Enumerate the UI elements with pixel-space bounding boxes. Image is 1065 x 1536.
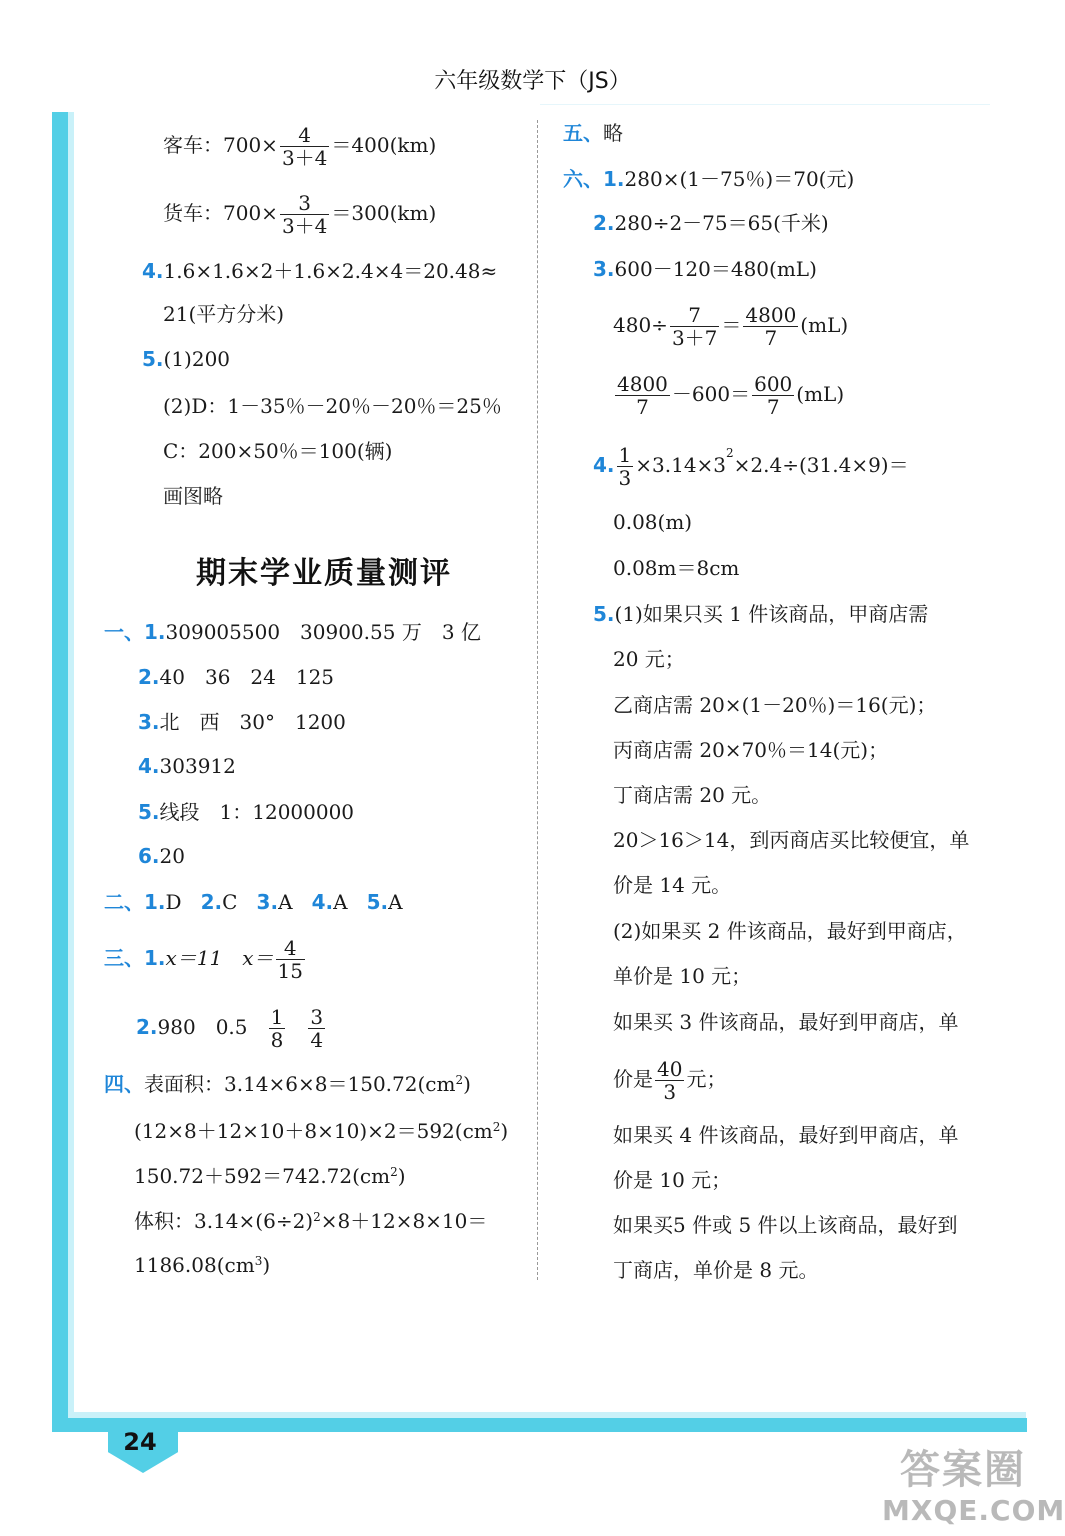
part1-q2: 2.40 36 24 125 [138, 665, 335, 689]
part6-q5-l14: 如果买5 件或 5 件以上该商品，最好到 [613, 1213, 958, 1237]
part6-q3-line2: 480÷ $\frac{7}{3+7}$ ＝ $\frac{4800}{7}$ (mL) [613, 303, 849, 350]
part6-q5-l12: 如果买 4 件该商品，最好到甲商店，单 [613, 1123, 959, 1147]
answer-5: 5.(1)200 [142, 347, 231, 371]
part6-q5-l11: 价是 $\frac{40}{3}$ 元； [613, 1057, 727, 1104]
answer-huoche: 货车：700× $\frac{3}{3+4}$ ＝300(km) [163, 191, 437, 238]
part1-q6: 6.20 [138, 844, 185, 868]
part6-q5-l10: 如果买 3 件该商品，最好到甲商店，单 [613, 1010, 959, 1034]
watermark-line2: MXQE.COM [882, 1494, 1065, 1527]
part2-answers: 二、1.D 2.C 3.A 4.A 5.A [104, 890, 403, 914]
part3-q1: 三、1.x＝11 x＝ $\frac{4}{15}$ [104, 936, 303, 983]
part6-q4-line3: 0.08m＝8cm [613, 556, 740, 580]
column-divider [537, 120, 538, 1280]
part6-q3: 3.600－120＝480(mL) [593, 257, 817, 281]
part4-surface: 四、表面积：$3.14\times 6\times 8=150.72(cm^2)$ [104, 1072, 471, 1096]
part3-q2: 2.980 0.5 $\frac{1}{8}$ $\frac{3}{4}$ [136, 1005, 324, 1052]
part6-q5-l7: 价是 14 元。 [613, 873, 732, 897]
part1-q1: 一、1.309005500 30900.55 万 3 亿 [104, 620, 481, 644]
part6-q5: 5.(1)如果只买 1 件该商品，甲商店需 [593, 602, 929, 626]
page-header: 六年级数学下（JS） [434, 69, 631, 94]
page-number: 24 [123, 1428, 157, 1456]
watermark-line1: 答案圈 [900, 1447, 1026, 1493]
part6-q2: 2.280÷2－75＝65(千米) [593, 211, 829, 235]
part5: 五、略 [563, 121, 623, 145]
part6-q5-l8: (2)如果买 2 件该商品，最好到甲商店， [613, 919, 967, 943]
header-rule [540, 104, 990, 105]
part1-q4: 4.303912 [138, 754, 236, 778]
part4-line3: $150.72+592=742.72(cm^2)$ [134, 1164, 406, 1188]
answer-5-2: (2)D：1－35％－20％－20％＝25％ [163, 394, 502, 418]
answer-5-4: 画图略 [163, 484, 223, 508]
part6-q4-line2: 0.08(m) [613, 510, 693, 534]
part6-q4: 4. $\frac{1}{3}$ $\times 3.14\times 3^2\times 2.4\div(31.4\times 9)=$ [593, 443, 909, 490]
watermark [860, 1438, 1065, 1530]
part1-q5: 5.线段 1：12000000 [138, 800, 355, 824]
answer-keche: 客车：700× $\frac{4}{3+4}$ ＝400(km) [163, 123, 437, 170]
answer-4: 4.1.6×1.6×2＋1.6×2.4×4＝20.48≈ [142, 259, 498, 283]
part4-line2: $(12\times 8+12\times 10+8\times 10)\times 2=592(cm^2)$ [134, 1119, 509, 1143]
part6-q5-l6: 20＞16＞14，到丙商店买比较便宜，单 [613, 828, 970, 852]
part6-q5-l15: 丁商店，单价是 8 元。 [613, 1258, 819, 1282]
bottom-border-bar [52, 1418, 1027, 1432]
part6-q5-l4: 丙商店需 20×70％＝14(元)； [613, 738, 889, 762]
part6-q3-line3: $\frac{4800}{7}$ －600＝ $\frac{600}{7}$ (mL) [617, 372, 845, 419]
part6-q5-l13: 价是 10 元； [613, 1168, 732, 1192]
bottom-border-inner [68, 1412, 1026, 1418]
section-title: 期末学业质量测评 [196, 556, 452, 591]
left-border-inner [68, 112, 74, 1432]
part4-volume-result: $1186.08(cm^3)$ [134, 1253, 271, 1277]
part6-q5-l9: 单价是 10 元； [613, 964, 752, 988]
part1-q3: 3.北 西 30° 1200 [138, 710, 346, 734]
part6-q5-l2: 20 元； [613, 647, 685, 671]
part6-q1: 六、1.280×(1－75％)＝70(元) [563, 167, 855, 191]
answer-4-cont: 21(平方分米) [163, 302, 285, 326]
part4-volume: 体积：$3.14\times(6\div 2)^2\times 8+12\times 8\times 10=$ [134, 1209, 488, 1233]
left-border-bar [52, 112, 68, 1432]
answer-5-3: C：200×50％＝100(辆) [163, 439, 393, 463]
part6-q5-l3: 乙商店需 20×(1－20％)＝16(元)； [613, 693, 937, 717]
part6-q5-l5: 丁商店需 20 元。 [613, 783, 772, 807]
